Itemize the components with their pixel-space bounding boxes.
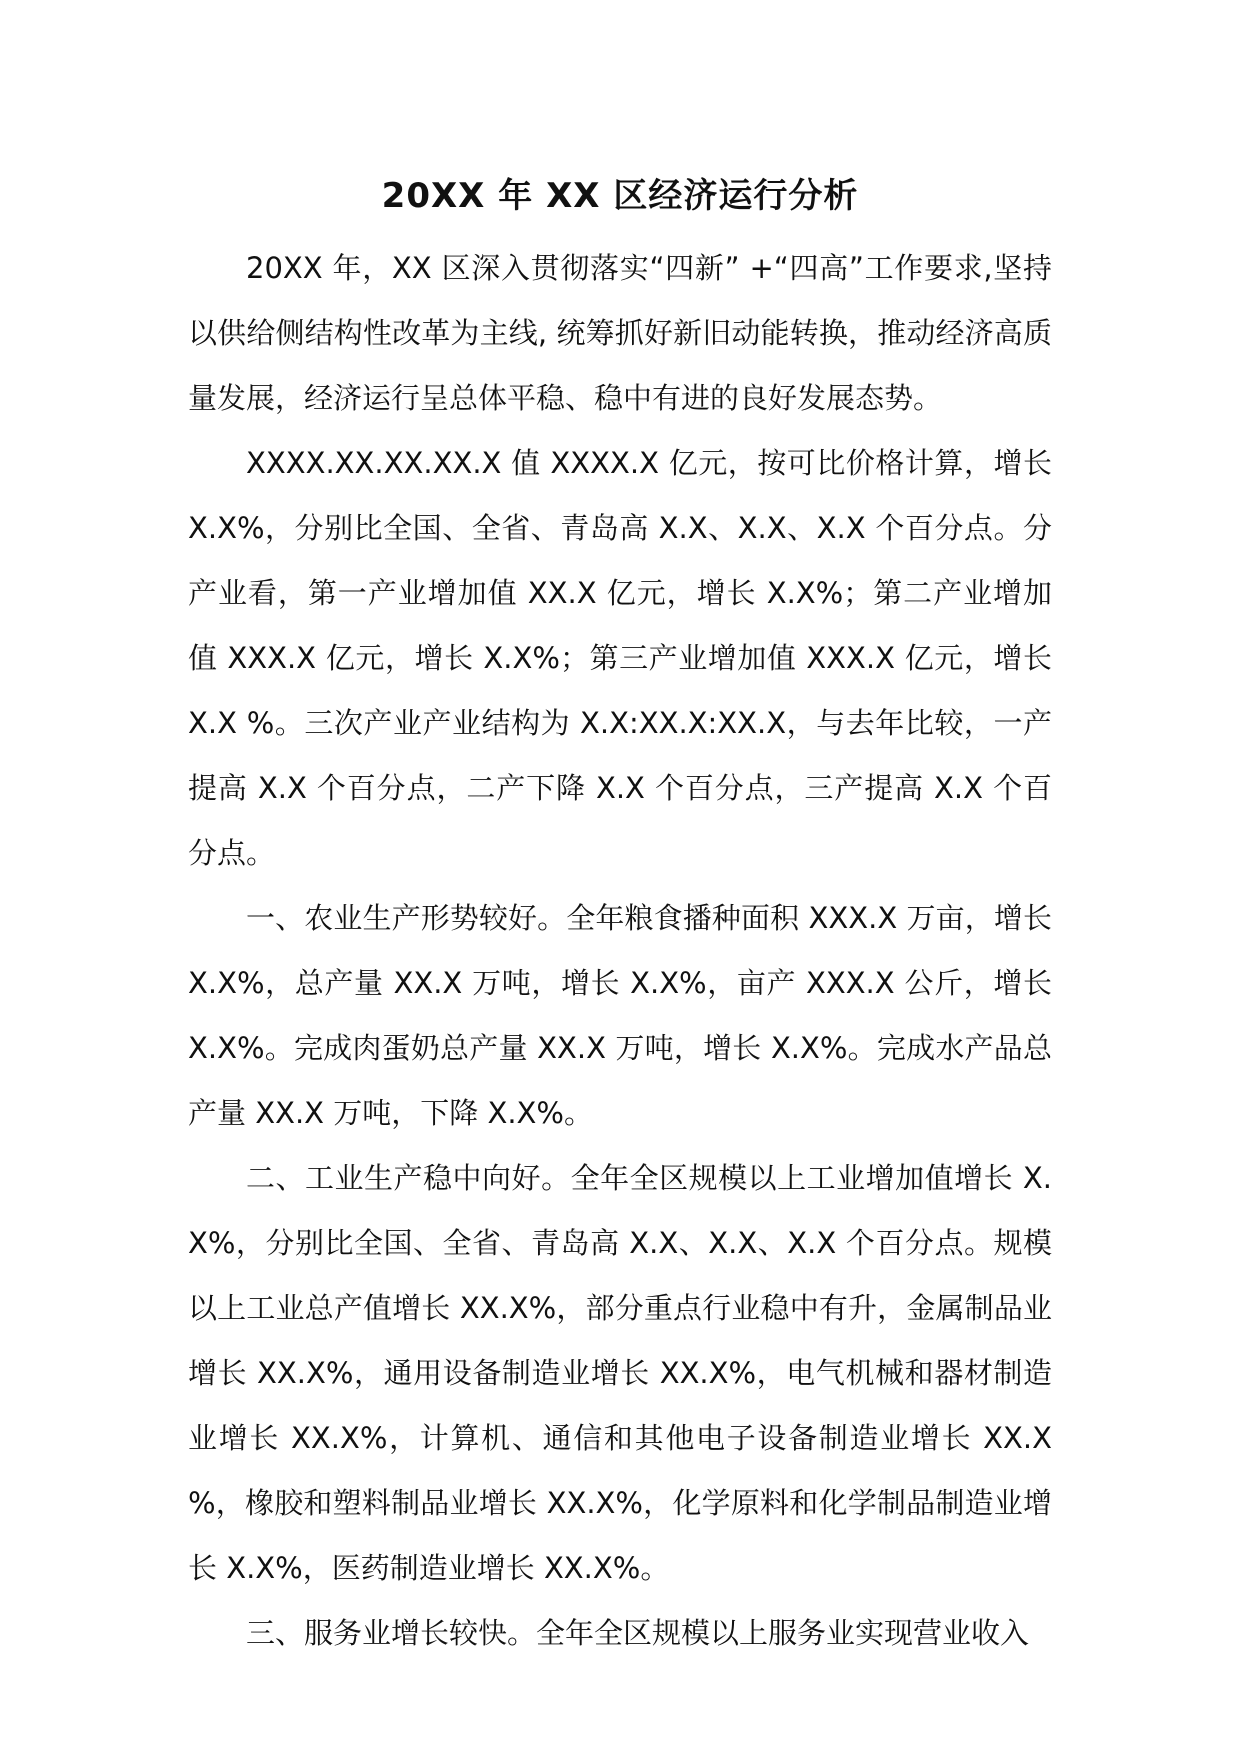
- paragraph-industry: 二、工业生产稳中向好。全年全区规模以上工业增加值增长 X.X%，分别比全国、全省、青岛高 X.X、X.X、X.X 个百分点。规模以上工业总产值增长 XX.X%，部分重点行业稳中有升，金属制品业增长 XX.X%，通用设备制造业增长 XX.X%，电气机械和器材制造业增长 XX.X%，计算机、通信和其他电子设备制造业增长 XX.X %，橡胶和塑料制品业增长 XX.X%，化学原料和化学制品制造业增长 X.X%，医药制造业增长 XX.X%。: [188, 1161, 1052, 1585]
- paragraph-agriculture: 一、农业生产形势较好。全年粮食播种面积 XXX.X 万亩，增长 X.X%，总产量 XX.X 万吨，增长 X.X%，亩产 XXX.X 公斤，增长 X.X%。完成肉蛋奶总产量 XX.X 万吨，增长 X.X%。完成水产品总产量 XX.X 万吨，下降 X.X%。: [188, 901, 1052, 1130]
- document-body: [188, 236, 1052, 1666]
- paragraph-gdp: XXXX.XX.XX.XX.X 值 XXXX.X 亿元，按可比价格计算，增长 X.X%，分别比全国、全省、青岛高 X.X、X.X、X.X 个百分点。分产业看，第一产业增加值 XX.X 亿元，增长 X.X%；第二产业增加值 XXX.X 亿元，增长 X.X%；第三产业增加值 XXX.X 亿元，增长 X.X %。三次产业产业结构为 X.X:XX.X:XX.X，与去年比较，一产提高 X.X 个百分点，二产下降 X.X 个百分点，三产提高 X.X 个百分点。: [188, 446, 1052, 870]
- paragraph-services: 三、服务业增长较快。全年全区规模以上服务业实现营业收入: [246, 1616, 1030, 1650]
- document-title: 20XX 年 XX 区经济运行分析: [381, 176, 859, 216]
- paragraph-intro: 20XX 年，XX 区深入贯彻落实“四新” +“四高”工作要求,坚持以供给侧结构性改革为主线, 统筹抓好新旧动能转换，推动经济高质量发展，经济运行呈总体平稳、稳中有进的良好发展态势。: [188, 251, 1052, 415]
